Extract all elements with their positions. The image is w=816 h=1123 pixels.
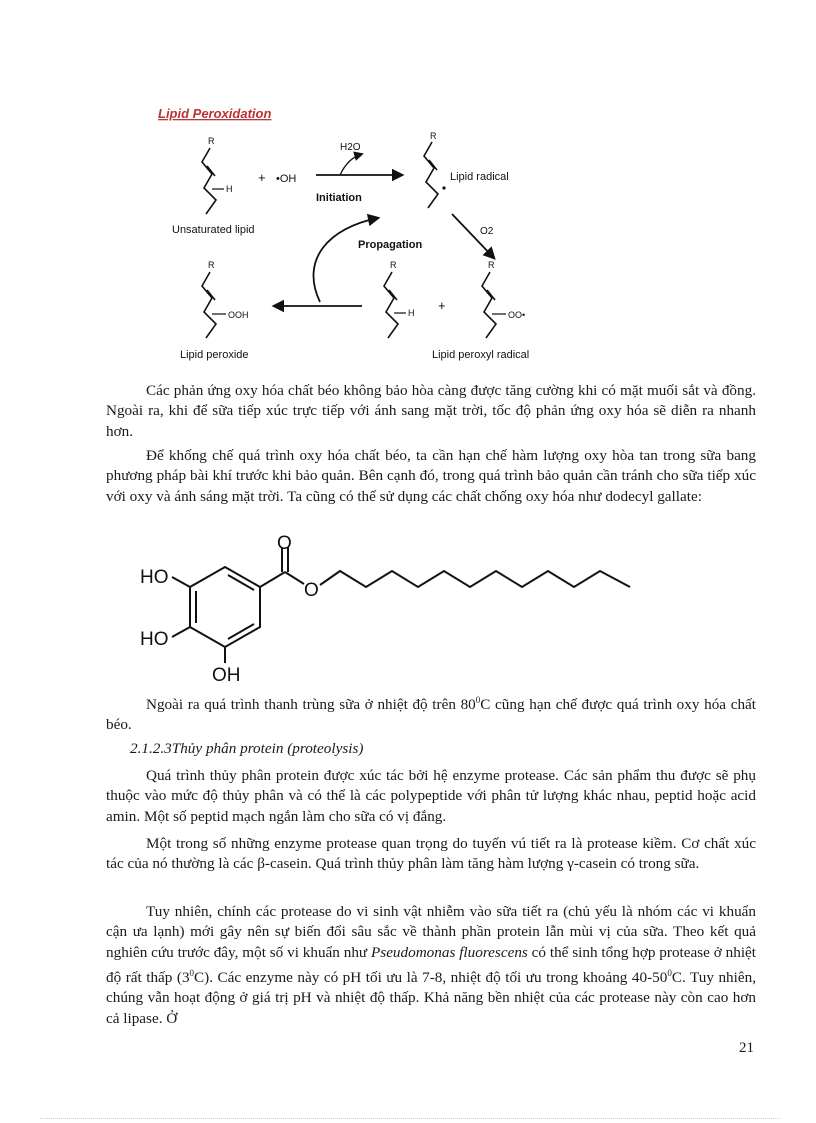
h-label-2: H [408,308,415,318]
r-label-4: R [390,260,397,270]
oxygen-label: O2 [480,226,494,237]
microbial-text-c: C). Các enzyme này có pH tối ưu là 7-8, nhiệt độ tối ưu trong khoảng 40-50 [194,968,668,986]
lipid-peroxidation-figure [150,100,570,370]
pasteurization-text-a: Ngoài ra quá trình thanh trùng sữa ở nhiệt độ trên 80 [146,696,476,714]
r-label-3: R [208,260,215,270]
pasteurization-text-b: C cũng hạn chế được quá trình oxy hóa chất béo. [106,696,756,734]
initiation-label: Initiation [316,192,362,204]
carbonyl-oxygen: O [277,535,292,554]
microbial-text-b: có thể sinh tổng hợp protease ở nhiệt độ rất thấp (3 [106,943,756,986]
r-label-5: R [488,260,495,270]
page-bottom-divider [40,1118,780,1119]
degree-superscript: 0 [475,695,481,705]
degree-superscript-1: 0 [189,967,195,978]
oo-radical-label: OO• [508,310,526,320]
hydroxyl-radical: •OH [276,173,297,185]
water-label: H2O [340,142,361,153]
paragraph-oxidation-catalysts: Các phản ứng oxy hóa chất béo không bảo hòa càng được tăng cường khi có mặt muối sắt và đồng. Ngoài ra, khi để sữa tiếp xúc trực tiếp với ánh sang mặt trời, tốc độ phản ứng oxy hóa sẽ diễn ra nhanh hơn. [106,382,756,440]
h-label-1: H [226,184,233,194]
ester-oxygen: O [304,580,319,601]
paragraph-oxidation-control: Để khống chế quá trình oxy hóa chất béo, ta cần hạn chế hàm lượng oxy hòa tan trong sữa bang phương pháp bài khí trước khi bảo quản. Bên cạnh đó, trong quá trình bảo quản cần tránh cho sữa tiếp xúc với oxy và ánh sáng mặt trời. Ta cũng có thể sử dụng các chất chống oxy hóa như dodecyl gallate: [106,447,756,505]
microbial-text-d: C. Tuy nhiên, chúng vẫn hoạt động ở giá trị pH và nhiệt độ thấp. Khả năng bền nhiệt của các protease này còn cao hơn cả lipase. Ở [106,968,757,1027]
ooh-label: OOH [228,310,249,320]
lipid-peroxyl-radical-structure [482,272,506,338]
paragraph-protease-mammary: Một trong số những enzyme protease quan trọng do tuyến vú tiết ra là protease kiềm. Cơ chất xúc tác của nó thường là các β-casein. Quá trình thủy phân làm tăng hàm lượng γ-casein có trong sữa. [106,835,756,873]
propagation-label: Propagation [358,239,423,251]
plus-sign-1: + [258,170,266,185]
lipid-radical-structure [424,142,438,208]
lipid-radical-label: Lipid radical [450,171,509,183]
paragraph-pasteurization [106,690,756,736]
h2o-release-arrow [340,154,362,175]
unsaturated-lipid-label: Unsaturated lipid [172,224,255,236]
degree-superscript-2: 0 [667,967,672,978]
r-label-1: R [208,136,215,146]
plus-sign-2: + [438,298,446,313]
section-heading-proteolysis: 2.1.2.3Thủy phân protein (proteolysis) [130,740,364,757]
microbial-text-a: Tuy nhiên, chính các protease do vi sinh vật nhiễm vào sữa tiết ra (chủ yếu là nhóm các vi khuẩn cận ưa lạnh) mới gây nên sự biến đổi sâu sắc về thành phần protein lẫn mùi vị của sữa. Theo kết quả nghiên cứu trước đây, một số vi khuẩn như [106,903,756,961]
unsaturated-lipid-structure-2 [384,272,406,338]
radical-dot [442,186,445,189]
paragraph-microbial-protease [106,902,756,1029]
r-label-2: R [430,131,437,141]
dodecyl-gallate-structure [140,535,660,685]
lipid-peroxide-label: Lipid peroxide [180,349,249,361]
propagation-cycle-arrow [313,218,378,302]
hydroxyl-label-1: HO [140,567,169,588]
paragraph-proteolysis-intro: Quá trình thủy phân protein được xúc tác bởi hệ enzyme protease. Các sản phẩm thu được sẽ phụ thuộc vào mức độ thủy phân và có thể là các polypeptide với phân tử lượng khác nhau, peptid hoặc acid amin. Một số peptid mạch ngắn làm cho sữa có vị đắng. [106,767,756,825]
figure-title: Lipid Peroxidation [158,106,272,121]
species-name: Pseudomonas fluorescens [371,943,528,961]
hydroxyl-label-3: OH [212,665,241,685]
hydroxyl-label-2: HO [140,629,169,650]
lipid-peroxyl-radical-label: Lipid peroxyl radical [432,349,530,361]
unsaturated-lipid-structure [202,148,224,214]
page-number: 21 [739,1040,754,1056]
lipid-peroxide-structure [202,272,226,338]
